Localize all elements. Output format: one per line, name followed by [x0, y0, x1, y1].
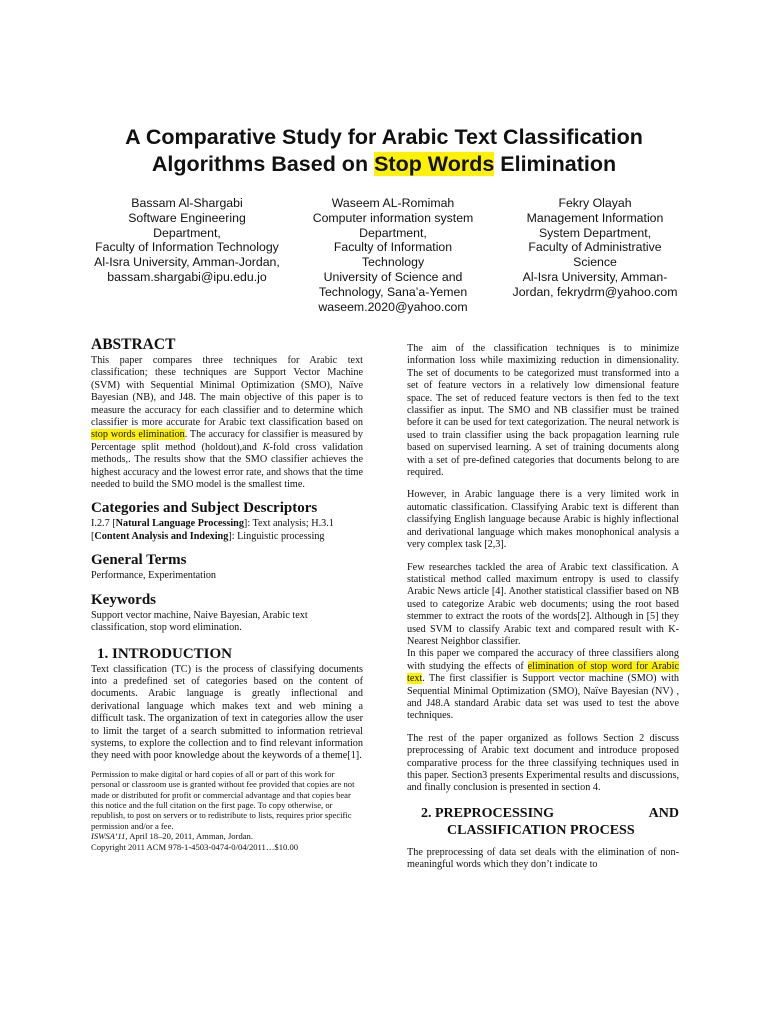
abstract-text-part: This paper compares three techniques for Arabic text classification; these techniques are Support Vector Machine (SVM) with Sequential Minimal Optimization (SMO), Naïve Bayesian (NB), and J48. The main objective of this paper is to measure the accuracy for each classifier and to determine which classifier is more accurate for Arabic text classification based on: [91, 355, 363, 429]
author-block-3: [500, 196, 690, 300]
abstract-k-italic: K: [262, 441, 270, 453]
author-affiliation-line: Management Information: [526, 210, 664, 225]
title-line-1: A Comparative Study for Arabic Text Classification: [125, 125, 643, 149]
general-terms-text: Performance, Experimentation: [91, 570, 217, 582]
keywords-heading: Keywords: [91, 591, 156, 608]
author-name: Fekry Olayah: [558, 196, 632, 210]
categories-bold-term: Content Analysis and Indexing: [94, 530, 229, 542]
author-affiliation-line: University of Science and: [323, 269, 463, 284]
author-affiliation-line: Department,: [359, 225, 427, 240]
author-affiliation-line: Faculty of Administrative: [528, 240, 662, 255]
left-column: [91, 336, 363, 852]
author-affiliation-line: Technology: [361, 255, 425, 270]
paragraph: The rest of the paper organized as follows Section 2 discuss preprocessing of Arabic text document and introduce proposed comparative process for the three classifying techniques used in this paper. Section3 presents Experimental results and discussions, and finally conclusion is presented in section 4.: [407, 732, 679, 794]
keywords-text: Support vector machine, Naive Bayesian, Arabic text classification, stop word elimination.: [91, 609, 308, 634]
categories-text-part: ]: Text analysis; H.3.1: [243, 518, 334, 530]
paper-title: [60, 124, 708, 178]
copyright-notice: Copyright 2011 ACM 978-1-4503-0474-0/04/2011…$10.00: [91, 841, 299, 852]
introduction-heading: 1. INTRODUCTION: [97, 645, 233, 662]
categories-bold-term: Natural Language Processing: [115, 518, 244, 530]
author-email: bassam.shargabi@ipu.edu.jo: [107, 269, 267, 284]
paragraph-part: In this paper we compared the accuracy of three classifiers along with studying the effects of: [407, 648, 679, 672]
author-affiliation-line: System Department,: [538, 225, 652, 240]
paragraph: [407, 648, 679, 722]
paragraph: The aim of the classification techniques is to minimize information loss while maximizing reduction in dimensionality. The set of documents to be categorized must transformed into a set of feature vectors in a relatively low dimensional feature space. The set of reduced feature vectors is then fed to the text classifier as input. The SMO and NB classifier must be trained before it can be used for text categorization. The neural network is used to train classifier using the back propagation learning rule based on supervised learning. A set of training documents along with a set of pre-defined categories that documents belong to are required.: [407, 343, 679, 479]
author-affiliation-line: Al-Isra University, Amman-: [522, 269, 668, 284]
categories-text-part: I.2.7 [: [91, 518, 116, 530]
title-line-2-prefix: Algorithms Based on: [151, 152, 375, 176]
conference-venue: [91, 831, 363, 841]
paragraph-part: . The first classifier is Support vector machine (SMO) with Sequential Minimal Optimization (SMO), Naïve Bayesian (NV) , and J48.A standard Arabic data set was used to test the above techniques.: [407, 673, 679, 722]
author-affiliation-line: Faculty of Information Technology: [95, 240, 279, 255]
abstract-text-part: -fold cross validation methods,. The results show that the SMO classifier achieves the highest accuracy and the lowest error rate, and shows that the time needed to build the SMO model is the smallest time.: [91, 441, 363, 491]
author-affiliation-line: Science: [573, 255, 617, 270]
paragraph: The preprocessing of data set deals with the elimination of non-meaningful words which they don’t indicate to: [407, 846, 679, 871]
author-block-1: [80, 196, 294, 285]
abstract-text-part: . The accuracy for classifier is measured by Percentage split method (holdout),and: [91, 429, 363, 453]
abstract-heading: ABSTRACT: [91, 336, 176, 353]
section-2-title-part: AND: [648, 805, 679, 821]
author-affiliation-line: Department,: [153, 225, 221, 240]
categories-text-part: ]: Linguistic processing: [228, 530, 325, 542]
section-2-title-line-2: CLASSIFICATION PROCESS: [447, 822, 635, 838]
categories-text: [91, 518, 363, 543]
right-column: [407, 343, 679, 872]
paragraph-highlight: elimination of stop word for Arabic text: [407, 660, 679, 685]
categories-text-part: [: [91, 530, 95, 542]
author-affiliation-line: Faculty of Information: [333, 240, 453, 255]
author-affiliation-line: Technology, Sana’a-Yemen: [318, 284, 468, 299]
author-email: waseem.2020@yahoo.com: [318, 299, 468, 314]
title-line-2-suffix: Elimination: [494, 152, 617, 176]
venue-name: ISWSA’11: [91, 831, 126, 842]
author-name: Bassam Al-Shargabi: [131, 196, 243, 210]
author-block-2: [298, 196, 488, 314]
title-highlight: Stop Words: [374, 152, 495, 176]
section-2-title-part: 2. PREPROCESSING: [421, 805, 555, 821]
author-name: Waseem AL-Romimah: [331, 196, 455, 210]
abstract-highlight: stop words elimination: [91, 429, 185, 441]
abstract-text: [91, 355, 363, 491]
author-affiliation-line: Al-Isra University, Amman-Jordan,: [94, 255, 280, 270]
introduction-text: Text classification (TC) is the process of classifying documents into a predefined set of categories based on the content of documents. Arabic language is greatly inflectional and derivational language which makes text and web mining a difficult task. The organization of text in categories allow the user to limit the target of a search submitted to information retrieval systems, to explore the collection and to find relevant information they need with poor knowledge about the keywords of a theme[1].: [91, 663, 363, 762]
permission-notice: Permission to make digital or hard copies of all or part of this work for personal or classroom use is granted without fee provided that copies are not made or distributed for profit or commercial advantage and that copies bear this notice and the full citation on the first page. To copy otherwise, or republish, to post on servers or to redistribute to lists, requires prior specific permission and/or a fee.: [91, 768, 355, 831]
paragraph: However, in Arabic language there is a very limited work in automatic classification. Classifying Arabic text is different than classifying English language because Arabic is highly inflectional and derivational language which makes monophonical analysis a very complex task [2,3].: [407, 489, 679, 551]
section-2-heading: [407, 805, 679, 839]
author-email: Jordan, fekrydrm@yahoo.com: [512, 284, 678, 299]
paragraph: Few researches tackled the area of Arabic text classification. A statistical method called maximum entropy is used to classify Arabic News article [4]. Another statistical classifier based on NB used to categorize Arabic web documents; using the root based stemmer to extract the roots of the words[2]. Although in [5] they used SVM to classify Arabic text and compared result with K-Nearest Neighbor classifier.: [407, 561, 679, 647]
general-terms-heading: General Terms: [91, 552, 187, 569]
author-affiliation-line: Computer information system: [312, 210, 474, 225]
categories-heading: Categories and Subject Descriptors: [91, 500, 318, 517]
title-line-2: [60, 151, 708, 178]
author-affiliation-line: Software Engineering: [128, 210, 246, 225]
venue-details: , April 18–20, 2011, Amman, Jordan.: [125, 831, 254, 842]
